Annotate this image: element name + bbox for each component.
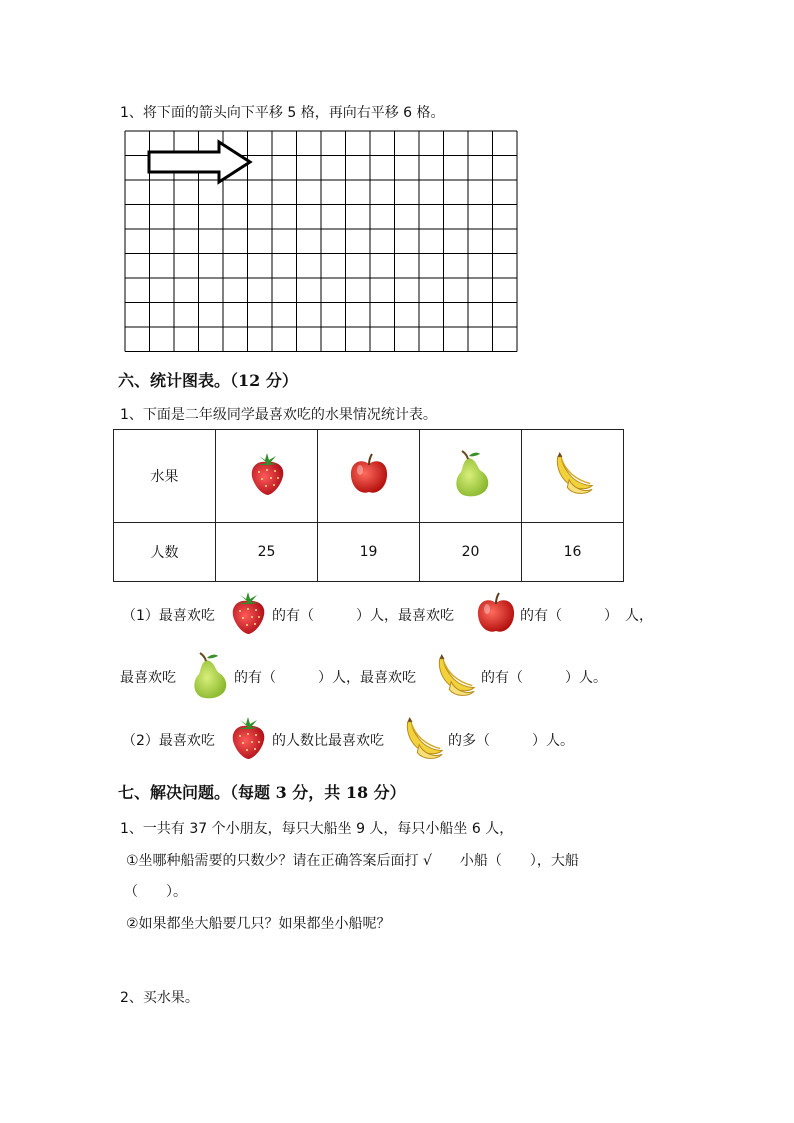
strawberry-icon	[228, 716, 268, 760]
sub1-line2-part-a: 最喜欢吃	[120, 670, 176, 686]
table-cell-pear	[420, 430, 522, 523]
sub2-part-a: （2）最喜欢吃	[122, 733, 215, 749]
strawberry-icon	[228, 591, 268, 635]
question-boats-part1-answer: （ ）。	[124, 884, 187, 900]
question-boats-part2: ②如果都坐大船要几只？如果都坐小船呢？	[126, 916, 391, 932]
pear-icon	[449, 450, 493, 498]
pear-icon	[187, 652, 231, 700]
grid-paper	[124, 130, 520, 352]
banana-icon	[432, 653, 478, 699]
apple-icon	[474, 591, 518, 635]
question-boats: 1、一共有 37 个小朋友，每只大船坐 9 人，每只小船坐 6 人，	[120, 821, 514, 837]
question-stats-table: 1、下面是二年级同学最喜欢吃的水果情况统计表。	[120, 407, 437, 423]
table-cell-banana	[522, 430, 624, 523]
sub2-part-b: 的人数比最喜欢吃	[272, 733, 384, 749]
table-count-pear: 20	[420, 523, 522, 582]
right-arrow-icon	[149, 142, 250, 182]
banana-icon	[400, 716, 446, 762]
question-buy-fruit: 2、买水果。	[120, 990, 199, 1006]
sub1-line1-part-c: 的有（ ） 人，	[520, 608, 653, 624]
table-count-apple: 19	[318, 523, 420, 582]
question-translate-arrow: 1、将下面的箭头向下平移 5 格，再向右平移 6 格。	[120, 105, 445, 121]
apple-icon	[347, 452, 391, 496]
table-header-fruit: 水果	[114, 430, 216, 523]
table-cell-apple	[318, 430, 420, 523]
strawberry-icon	[247, 452, 287, 496]
sub1-line2-part-b: 的有（ ）人，最喜欢吃	[234, 670, 416, 686]
fruit-stats-table	[113, 429, 624, 582]
sub1-line1-part-a: （1）最喜欢吃	[122, 608, 215, 624]
table-cell-strawberry	[216, 430, 318, 523]
table-count-banana: 16	[522, 523, 624, 582]
sub1-line2-part-c: 的有（ ）人。	[481, 670, 607, 686]
section-heading-problems: 七、解决问题。（每题 3 分，共 18 分）	[118, 783, 406, 802]
table-header-count: 人数	[114, 523, 216, 582]
question-boats-part1: ①坐哪种船需要的只数少？请在正确答案后面打 √ 小船（ ），大船	[126, 853, 579, 869]
sub2-part-c: 的多（ ）人。	[448, 733, 574, 749]
table-count-strawberry: 25	[216, 523, 318, 582]
sub1-line1-part-b: 的有（ ）人，最喜欢吃	[272, 608, 454, 624]
section-heading-statistics: 六、统计图表。（12 分）	[118, 371, 298, 390]
banana-icon	[550, 451, 596, 497]
